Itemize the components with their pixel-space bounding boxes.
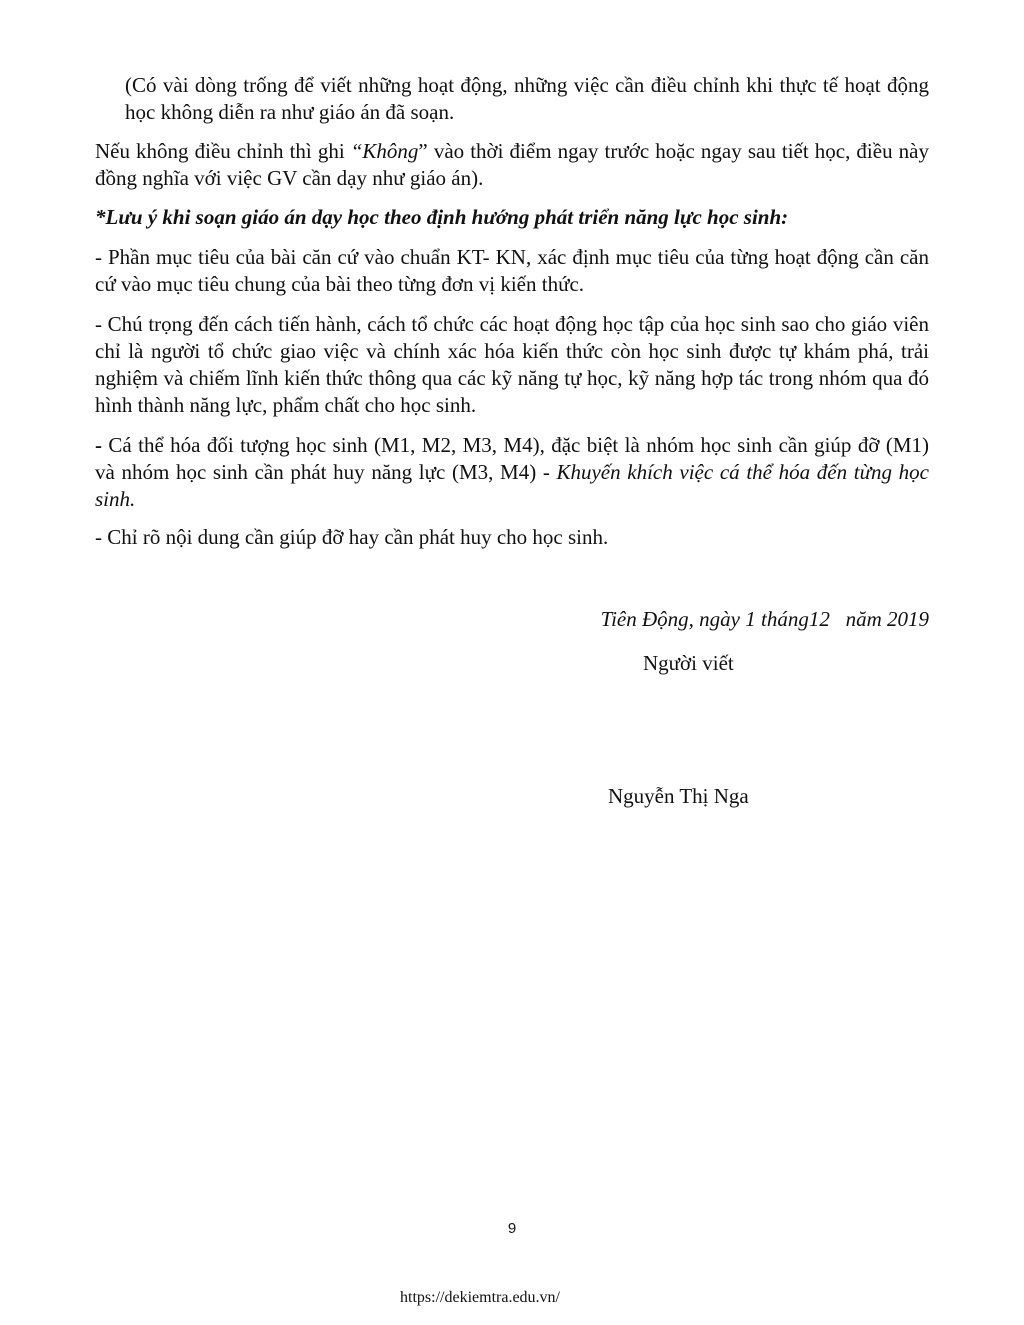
signature-date: Tiên Động, ngày 1 tháng12 năm 2019: [600, 607, 929, 631]
content-paragraph: - Chỉ rõ nội dung cần giúp đỡ hay cần phát huy cho học sinh.: [95, 525, 609, 549]
khong-quote: “Không: [350, 139, 419, 163]
adjustment-paragraph: [95, 138, 929, 192]
footer-url[interactable]: https://dekiemtra.edu.vn/: [400, 1289, 560, 1306]
signature-role: Người viết: [643, 651, 734, 675]
signature-name: Nguyễn Thị Nga: [608, 784, 749, 808]
bullet-dash: -: [95, 433, 102, 457]
note-paragraph: (Có vài dòng trống để viết những hoạt động, những việc cần điều chỉnh khi thực tế hoạt động học không diễn ra như giáo án đã soạn.: [125, 73, 929, 124]
individualization-paragraph: [95, 432, 929, 513]
adjustment-text-end: ” vào thời điểm ngay trước hoặc ngay sau tiết học, điều này đồng nghĩa với việc GV cần dạy như giáo án).: [95, 139, 929, 190]
individualization-text: Cá thể hóa đối tượng học sinh (M1, M2, M3, M4), đặc biệt là nhóm học sinh cần giúp đỡ (M1) và nhóm học sinh cần phát huy năng lực (M3, M4) -: [95, 433, 929, 484]
objective-paragraph: - Phần mục tiêu của bài căn cứ vào chuẩn KT- KN, xác định mục tiêu của từng hoạt động cần căn cứ vào mục tiêu chung của bài theo từng đơn vị kiến thức.: [95, 245, 929, 296]
individualization-emphasis: Khuyến khích việc cá thể hóa đến từng học sinh.: [95, 460, 929, 511]
adjustment-text-start: Nếu không điều chỉnh thì ghi: [95, 139, 351, 163]
notes-heading: *Lưu ý khi soạn giáo án dạy học theo định hướng phát triển năng lực học sinh:: [95, 205, 789, 229]
page-number: 9: [507, 1220, 517, 1237]
organization-paragraph: - Chú trọng đến cách tiến hành, cách tổ chức các hoạt động học tập của học sinh sao cho giáo viên chỉ là người tổ chức giao việc và chính xác hóa kiến thức còn học sinh được tự khám phá, trải nghiệm và chiếm lĩnh kiến thức thông qua các kỹ năng tự học, kỹ năng hợp tác trong nhóm qua đó hình thành năng lực, phẩm chất cho học sinh.: [95, 312, 929, 417]
